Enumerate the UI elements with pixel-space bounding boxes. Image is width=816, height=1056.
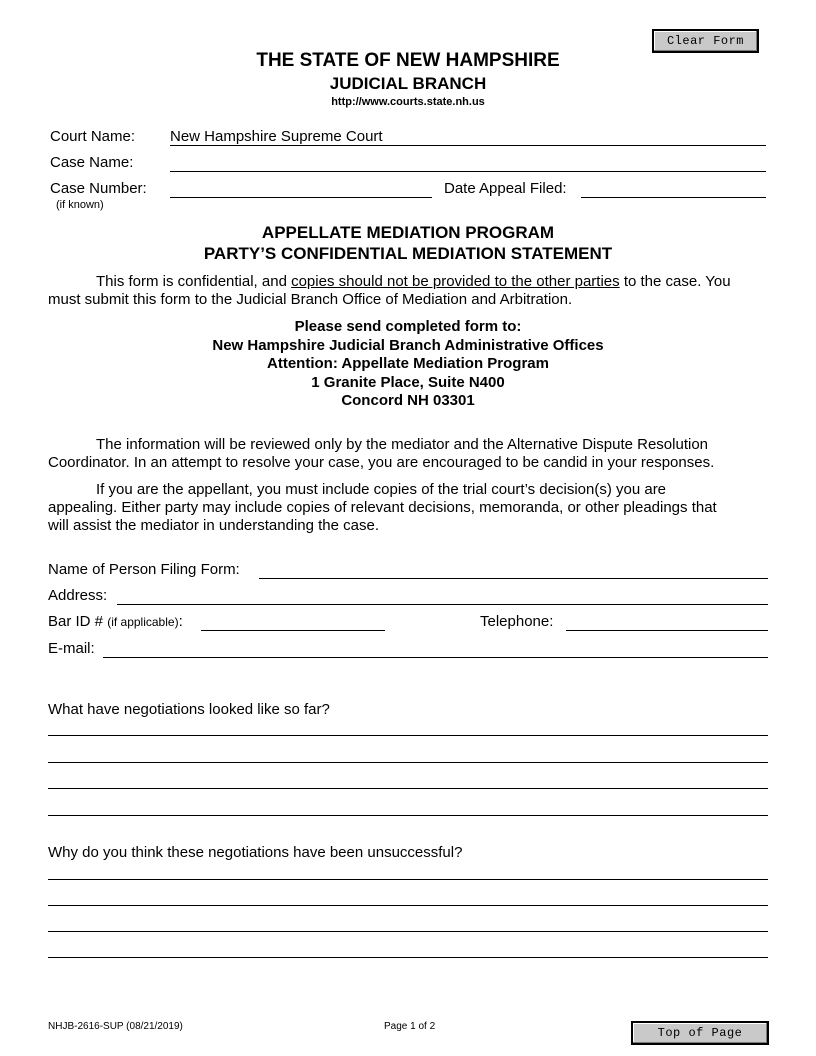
question-why-unsuccessful: Why do you think these negotiations have been unsuccessful? — [48, 844, 463, 861]
appellant-paragraph — [48, 481, 778, 535]
page-number: Page 1 of 2 — [384, 1021, 436, 1032]
intro-text-end: to the case. You — [619, 273, 731, 290]
bar-id-applicable-note: (if applicable) — [107, 615, 179, 629]
address-attention: Attention: Appellate Mediation Program — [267, 355, 549, 372]
review-line-1: The information will be reviewed only by the mediator and the Alternative Dispute Resolution — [96, 436, 708, 453]
review-paragraph — [48, 436, 778, 472]
question-negotiations-so-far: What have negotiations looked like so far? — [48, 701, 330, 718]
negotiations-answer-line-2[interactable] — [48, 745, 768, 763]
branch-title: JUDICIAL BRANCH — [329, 74, 487, 93]
filer-name-field[interactable] — [259, 561, 768, 579]
if-known-note: (if known) — [56, 199, 104, 211]
case-number-field[interactable] — [170, 180, 432, 198]
court-name-label: Court Name: — [50, 128, 136, 145]
clear-form-button[interactable]: Clear Form — [652, 29, 759, 53]
top-of-page-button[interactable]: Top of Page — [631, 1021, 769, 1045]
address-field[interactable] — [117, 587, 768, 605]
date-appeal-filed-label: Date Appeal Filed: — [444, 180, 567, 197]
unsuccessful-answer-line-3[interactable] — [48, 914, 768, 932]
program-title: APPELLATE MEDIATION PROGRAM — [261, 223, 555, 242]
case-name-field[interactable] — [170, 154, 766, 172]
address-label: Address: — [48, 587, 108, 604]
telephone-field[interactable] — [566, 613, 768, 631]
review-line-2: Coordinator. In an attempt to resolve your case, you are encouraged to be candid in your responses. — [48, 454, 715, 471]
form-id: NHJB-2616-SUP (08/21/2019) — [48, 1021, 183, 1032]
negotiations-answer-line-1[interactable] — [48, 718, 768, 736]
mailing-address-block — [0, 318, 816, 411]
negotiations-answer-line-4[interactable] — [48, 798, 768, 816]
email-label: E-mail: — [48, 640, 95, 657]
unsuccessful-answer-line-4[interactable] — [48, 940, 768, 958]
intro-text-start: This form is confidential, and — [96, 273, 292, 290]
case-name-label: Case Name: — [50, 154, 134, 171]
filer-name-label: Name of Person Filing Form: — [48, 561, 240, 578]
bar-id-label — [48, 613, 183, 630]
statement-title: PARTY’S CONFIDENTIAL MEDIATION STATEMENT — [203, 244, 613, 263]
address-city: Concord NH 03301 — [341, 392, 475, 409]
unsuccessful-answer-line-1[interactable] — [48, 862, 768, 880]
appellant-line-1: If you are the appellant, you must include copies of the trial court’s decision(s) you are — [96, 481, 667, 498]
bar-id-field[interactable] — [201, 613, 385, 631]
unsuccessful-answer-line-2[interactable] — [48, 888, 768, 906]
court-website-url: http://www.courts.state.nh.us — [331, 96, 485, 108]
negotiations-answer-line-3[interactable] — [48, 771, 768, 789]
case-number-label: Case Number: — [50, 180, 147, 197]
address-office: New Hampshire Judicial Branch Administrative Offices — [212, 336, 604, 354]
intro-paragraph — [48, 273, 778, 309]
address-street: 1 Granite Place, Suite N400 — [311, 373, 505, 391]
court-name-field[interactable] — [170, 128, 766, 146]
appellant-line-3: will assist the mediator in understanding the case. — [48, 517, 380, 534]
bar-id-text: Bar ID # — [48, 613, 104, 630]
telephone-label: Telephone: — [480, 613, 554, 630]
state-title: THE STATE OF NEW HAMPSHIRE — [256, 50, 560, 71]
email-field[interactable] — [103, 640, 768, 658]
appellant-line-2: appealing. Either party may include copies of relevant decisions, memoranda, or other pleadings that — [48, 499, 717, 516]
bar-id-colon: : — [178, 613, 183, 630]
intro-underlined-text: copies should not be provided to the other parties — [291, 273, 620, 290]
date-appeal-filed-field[interactable] — [581, 180, 766, 198]
intro-line-2: must submit this form to the Judicial Branch Office of Mediation and Arbitration. — [48, 291, 573, 308]
address-heading: Please send completed form to: — [294, 318, 522, 335]
